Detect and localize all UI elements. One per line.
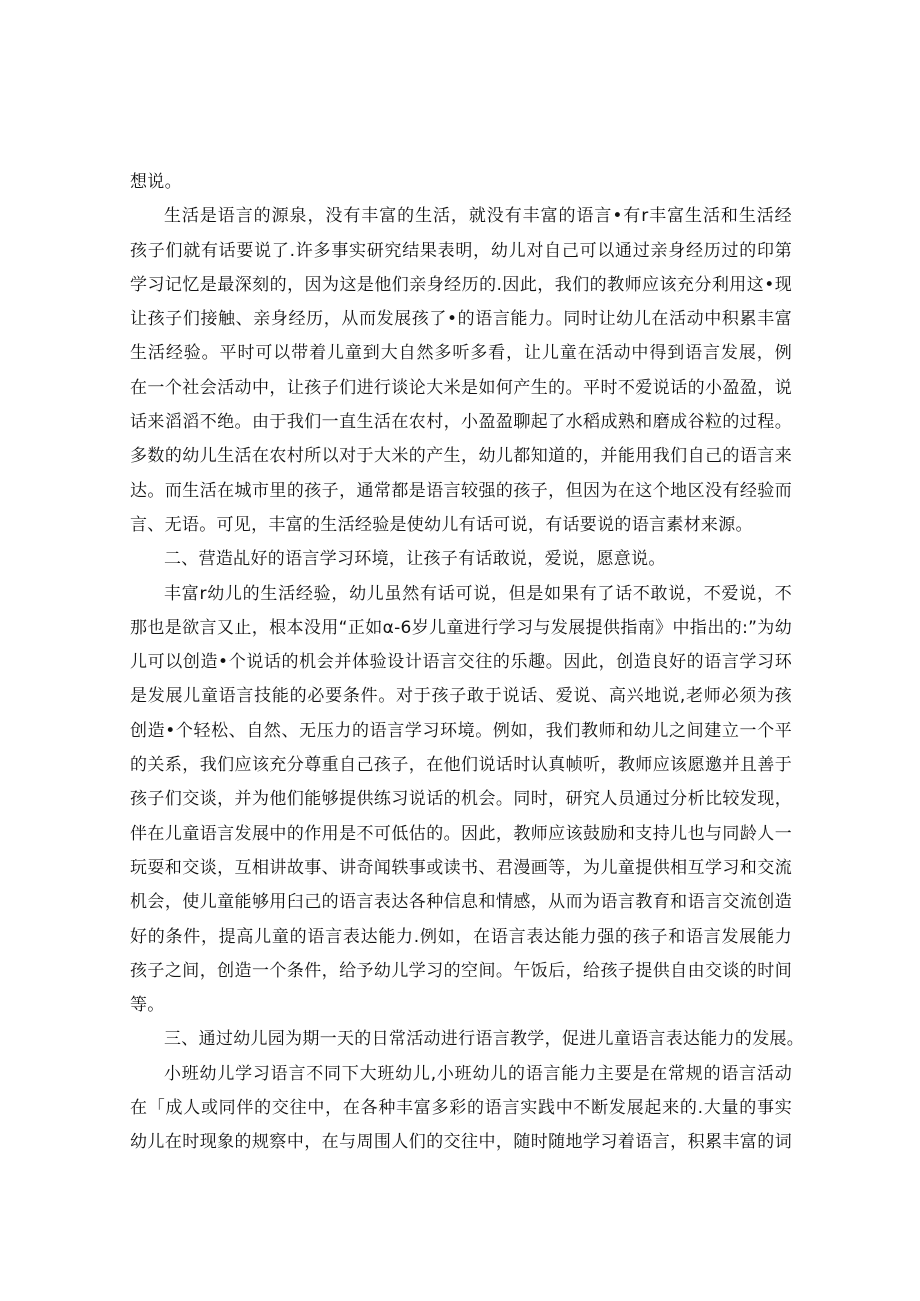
text-line: 伴在儿童语言发展中的作用是不可低估的。因此，教师应该鼓励和支持儿也与同龄人一 — [130, 823, 792, 844]
text-line: 生活经验。平时可以带着儿童到大自然多听多看，让儿童在活动中得到语言发展，例 — [130, 343, 792, 364]
text-line: 等。 — [130, 995, 165, 1016]
section-heading: 二、营造乩好的语言学习环境，让孩子有话敢说，爱说，愿意说。 — [164, 549, 666, 570]
text-line: 那也是欲言又止，根本没用“正如α-6岁儿童进行学习与发展提供指南》中指出的:”为幼 — [130, 617, 792, 638]
text-line: 幼儿在时现象的规察中，在与周围人们的交往中，随时随地学习着语言，积累丰富的词 — [130, 1132, 792, 1153]
text-line: 学习记忆是最深刻的，因为这是他们亲身经历的.因此，我们的教师应该充分利用这•现 — [130, 274, 792, 295]
text-line: 让孩子们接触、亲身经历，从而发展孩了•的语言能力。同时让幼儿在活动中积累丰富 — [130, 309, 792, 330]
text-line: 在「成人或同伴的交往中，在各种丰富多彩的语言实践中不断发展起来的.大量的事实 — [130, 1098, 792, 1119]
text-line: 的关系，我们应该充分尊重自己孩子，在他们说话时认真帧听，教师应该愿邀并且善于 — [130, 755, 792, 776]
text-line: 想说。 — [130, 172, 182, 192]
text-line: 话来滔滔不绝。由于我们一直生活在农村，小盈盈聊起了水稻成熟和磨成谷粒的过程。 — [130, 412, 792, 433]
document-body — [130, 165, 805, 1160]
text-line: 达。而生活在城市里的孩子，通常都是语言较强的孩子，但因为在这个地区没有经验而 — [130, 480, 792, 501]
text-line: 小班幼儿学习语言不同下大班幼儿,小班幼儿的语言能力主要是在常规的语言活动 — [164, 1063, 792, 1084]
text-line: 玩耍和交谈，互相讲故事、讲奇闻轶事或读书、君漫画等，为儿童提供相互学习和交流 — [130, 857, 792, 878]
text-line: 好的条件，提高儿童的语言表达能力.例如，在语言表达能力强的孩子和语言发展能力 — [130, 926, 792, 947]
text-line: 孩子之间，创造一个条件，给予幼儿学习的空间。午饭后，给孩子提供自由交谈的时间 — [130, 960, 792, 981]
text-line: 生活是语言的源泉，没有丰富的生活，就没有丰富的语言•有r丰富生活和生活经 — [164, 206, 792, 227]
section-heading: 三、通过幼儿园为期一天的日常活动进行语言教学，促进儿童语言表达能力的发展。 — [164, 1029, 805, 1050]
text-line: 丰富r幼儿的生活经验，幼儿虽然有话可说，但是如果有了话不敢说，不爱说，不 — [164, 583, 792, 604]
text-line: 多数的幼儿生活在农村所以对于大米的产生，幼儿都知道的，并能用我们自己的语言来 — [130, 446, 792, 467]
text-line: 在一个社会活动中，让孩子们进行谈论大米是如何产生的。平时不爱说话的小盈盈，说 — [130, 377, 792, 398]
text-line: 机会，使儿童能够用臼己的语言表达各种信息和情感，从而为语言教育和语言交流创造 — [130, 892, 792, 913]
text-line: 言、无语。可见，丰富的生活经验是使幼儿有话可说，有话要说的语言素材来源。 — [130, 514, 753, 535]
text-line: 创造•个轻松、自然、无压力的语言学习环境。例如，我们教师和幼儿之间建立一个平 — [130, 720, 792, 741]
text-line: 儿可以创造•个说话的机会并体验设计语言交往的乐趣。因此，创造良好的语言学习环 — [130, 652, 792, 673]
text-line: 孩子们交谈，并为他们能够提供练习说话的机会。同时，研究人员通过分析比较发现， — [130, 789, 792, 810]
text-line: 是发展儿童语言技能的必要条件。对于孩子敢于说话、爱说、高兴地说,老师必须为孩 — [130, 686, 792, 707]
text-line: 孩子们就有话要说了.许多事实研究结果表明，幼儿对自己可以通过亲身经历过的印第 — [130, 240, 792, 261]
